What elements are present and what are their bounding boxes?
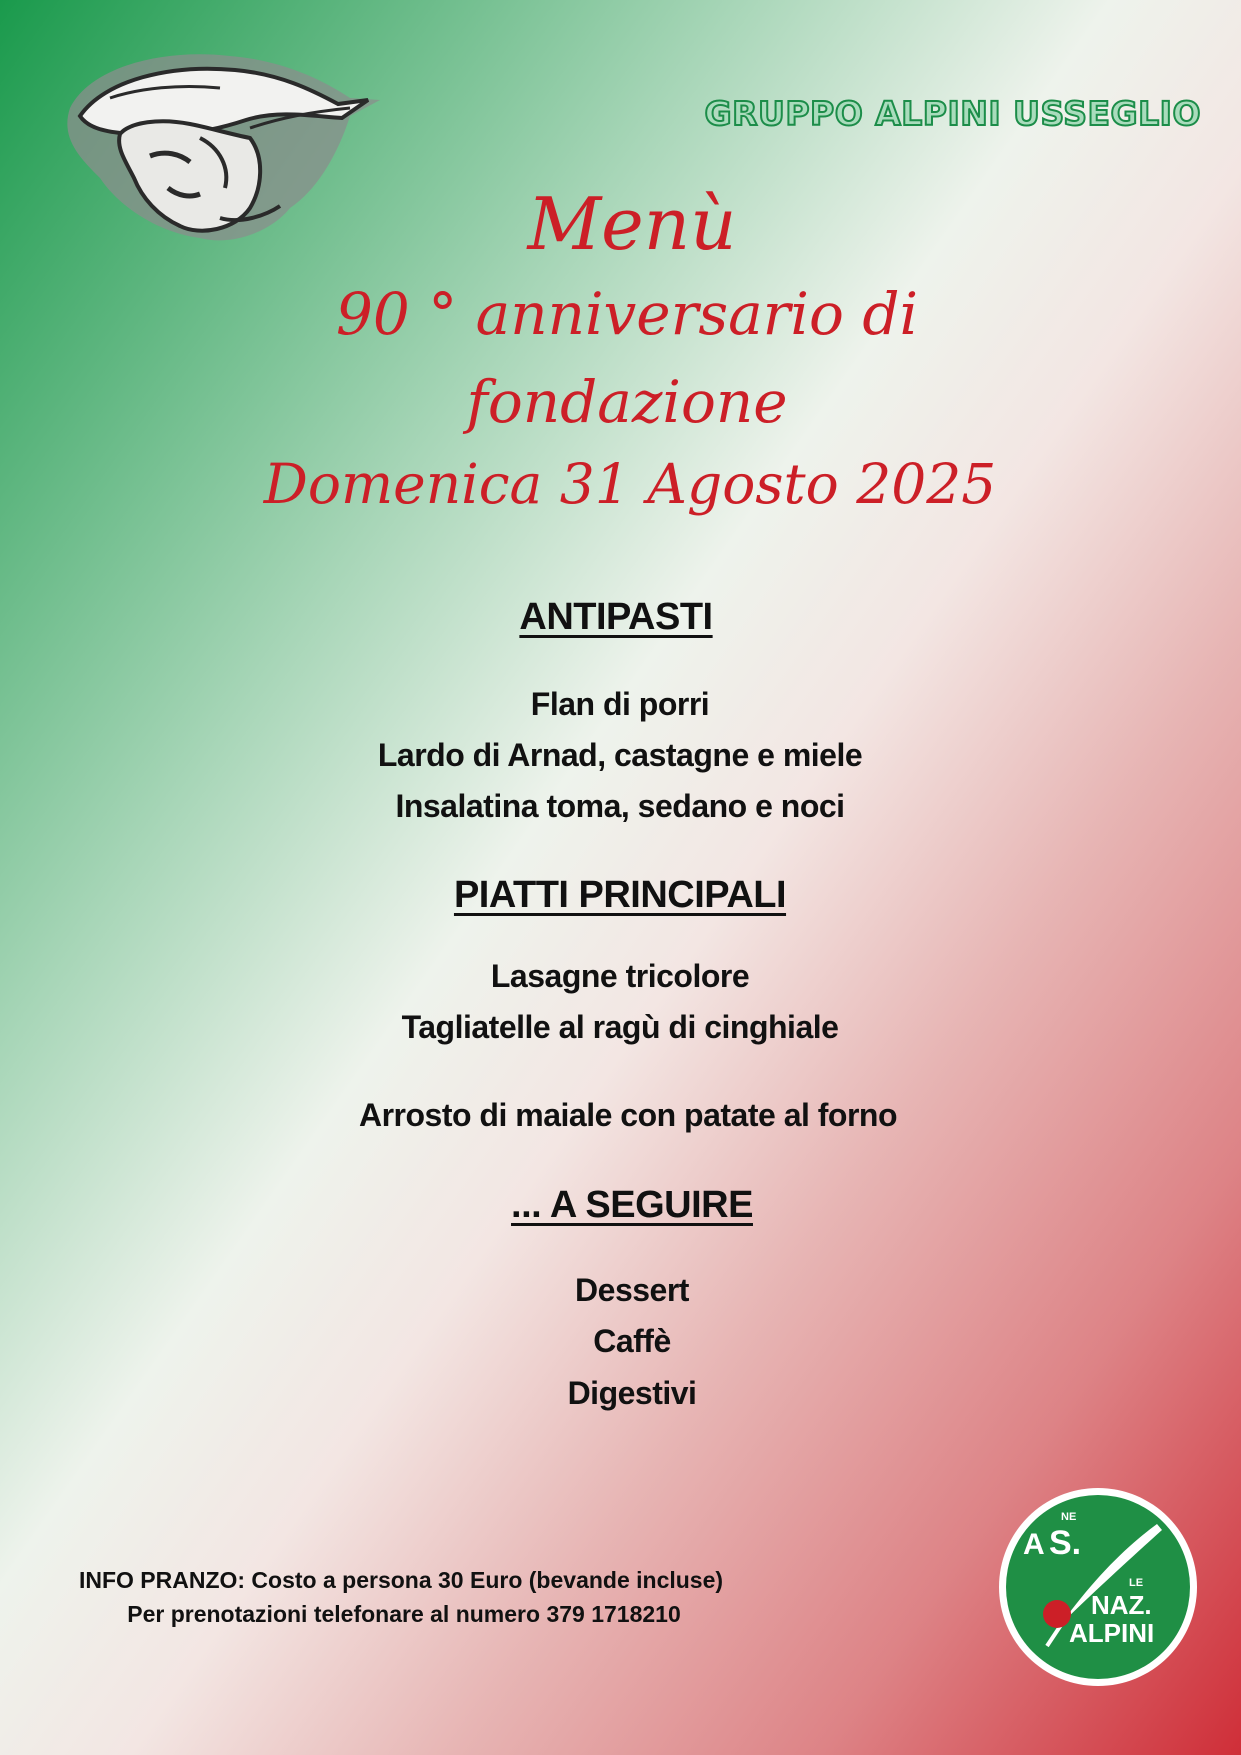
info-price: INFO PRANZO: Costo a persona 30 Euro (bevande incluse) bbox=[78, 1567, 724, 1593]
logo-ne: NE bbox=[1061, 1511, 1077, 1523]
anniversary-line: 90 ° anniversario di bbox=[336, 280, 918, 348]
foundation-line: fondazione bbox=[466, 368, 788, 436]
alpine-soldier-head-icon bbox=[50, 38, 385, 248]
section-heading-antipasti: ANTIPASTI bbox=[519, 596, 713, 638]
menu-item: Caffè bbox=[593, 1323, 671, 1359]
section-heading-piatti-principali: PIATTI PRINCIPALI bbox=[453, 874, 787, 916]
event-date: Domenica 31 Agosto 2025 bbox=[263, 452, 997, 516]
logo-letter-a: A bbox=[1023, 1528, 1045, 1561]
ana-alpini-logo-icon bbox=[997, 1486, 1199, 1688]
menu-item: Digestivi bbox=[567, 1375, 697, 1411]
logo-alpini: ALPINI bbox=[1069, 1618, 1155, 1648]
section-heading-a-seguire: ... A SEGUIRE bbox=[511, 1184, 753, 1226]
menu-item: Lardo di Arnad, castagne e miele bbox=[377, 737, 863, 773]
menu-item: Flan di porri bbox=[530, 686, 710, 722]
group-name: GRUPPO ALPINI USSEGLIO bbox=[704, 94, 1201, 133]
logo-letter-s: S. bbox=[1049, 1524, 1082, 1562]
info-booking-phone: Per prenotazioni telefonare al numero 379 1718210 bbox=[127, 1601, 681, 1627]
menu-item: Lasagne tricolore bbox=[490, 958, 750, 994]
logo-naz: NAZ. bbox=[1091, 1590, 1152, 1620]
menu-title: Menù bbox=[527, 182, 737, 266]
menu-item: Dessert bbox=[575, 1272, 689, 1308]
logo-le: LE bbox=[1129, 1577, 1144, 1589]
menu-item: Insalatina toma, sedano e noci bbox=[395, 788, 845, 824]
menu-item: Tagliatelle al ragù di cinghiale bbox=[401, 1009, 839, 1045]
menu-item: Arrosto di maiale con patate al forno bbox=[358, 1097, 898, 1133]
